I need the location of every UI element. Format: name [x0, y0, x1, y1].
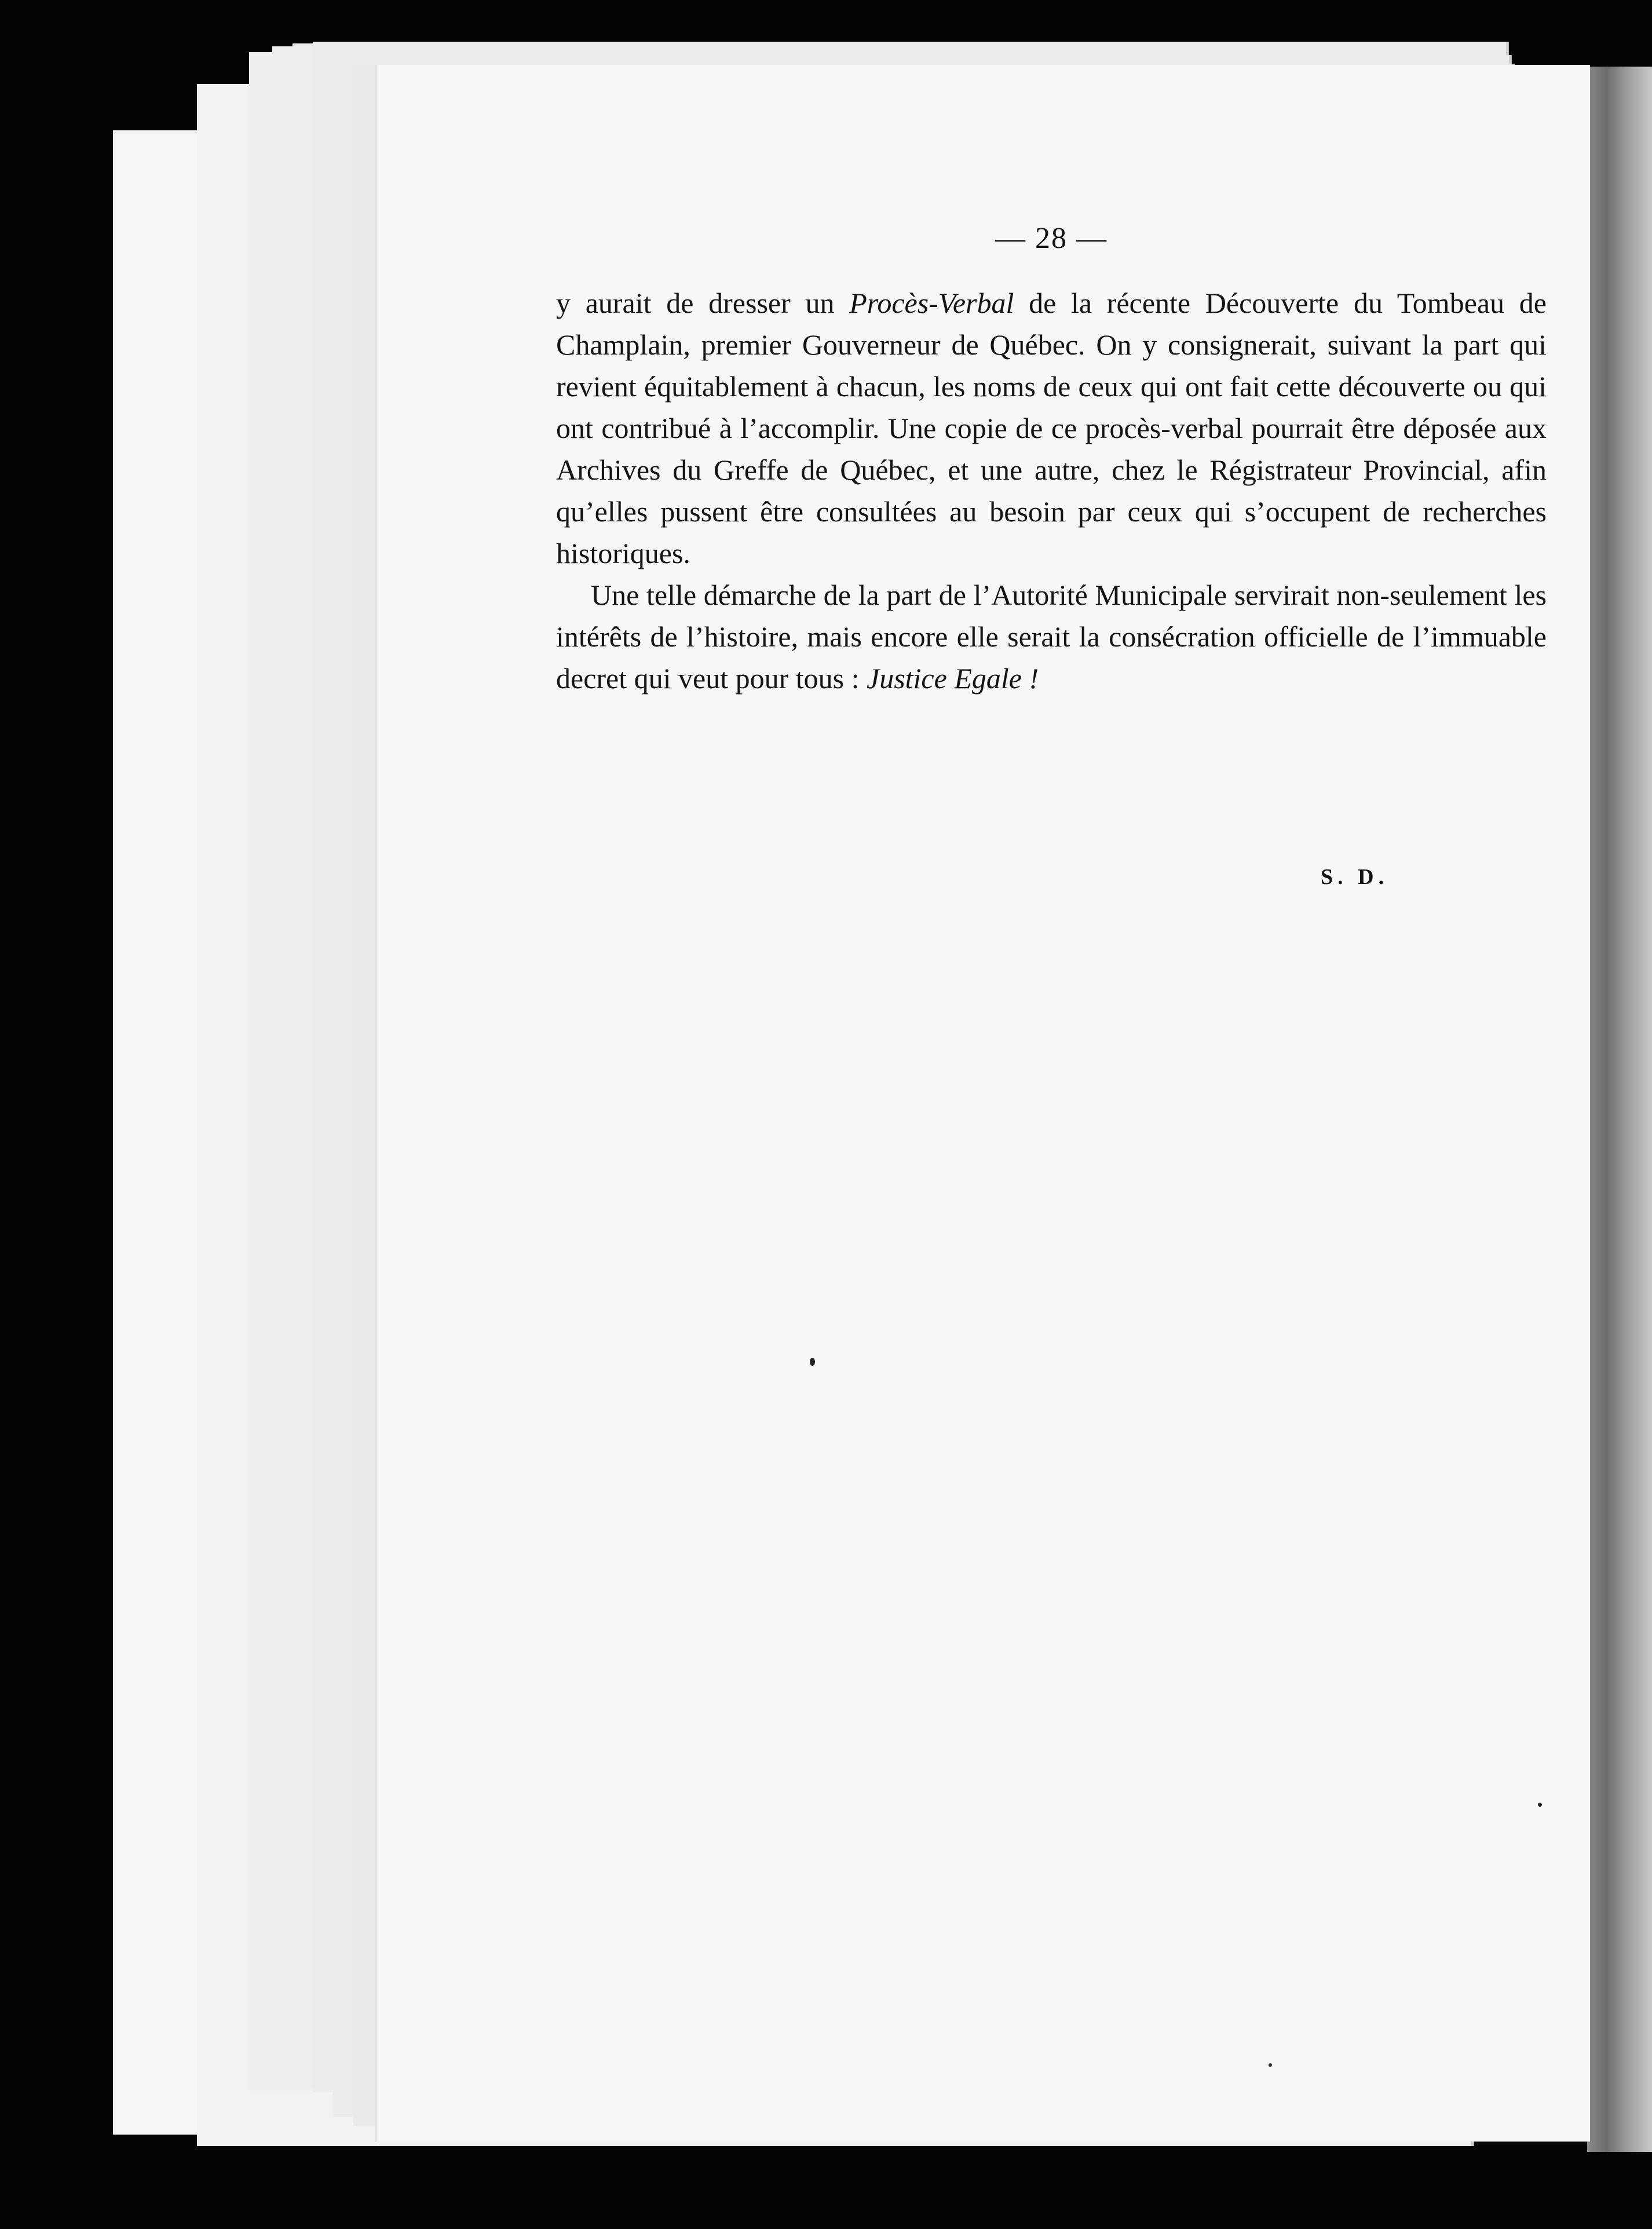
print-speck	[1538, 1803, 1542, 1807]
paragraph-1	[556, 282, 1547, 574]
paragraph-1-text-b: de la récente Découverte du Tombeau de Champlain, premier Gouverneur de Québec. On y consignerait, suivant la part qui revient équitablement à chacun, les noms de ceux qui ont fait cette découverte ou qui ont contribué à l’accomplir. Une copie de ce procès-verbal pourrait être déposée aux Archives du Greffe de Québec, et une autre, chez le Régistrateur Provincial, afin qu’elles pussent être consultées au besoin par ceux qui s’occupent de recherches historiques.	[556, 287, 1547, 569]
paragraph-1-italic: Procès-Verbal	[849, 287, 1014, 319]
paragraph-1-text-a: y aurait de dresser un	[556, 287, 850, 319]
signature-initials: S. D.	[1321, 865, 1389, 889]
paragraph-2-italic: Justice Egale !	[867, 662, 1039, 695]
body-text	[556, 282, 1547, 699]
print-speck	[1269, 2063, 1272, 2067]
paragraph-2	[556, 574, 1547, 699]
print-speck	[810, 1358, 815, 1366]
document-page	[377, 65, 1590, 2142]
page-number: — 28 —	[995, 222, 1108, 255]
binding-gutter	[1587, 67, 1652, 2152]
paragraph-2-text: Une telle démarche de la part de l’Autorité Municipale servirait non-seulement les intérêts de l’histoire, mais encore elle serait la consécration officielle de l’immuable decret qui veut pour tous :	[556, 579, 1547, 695]
